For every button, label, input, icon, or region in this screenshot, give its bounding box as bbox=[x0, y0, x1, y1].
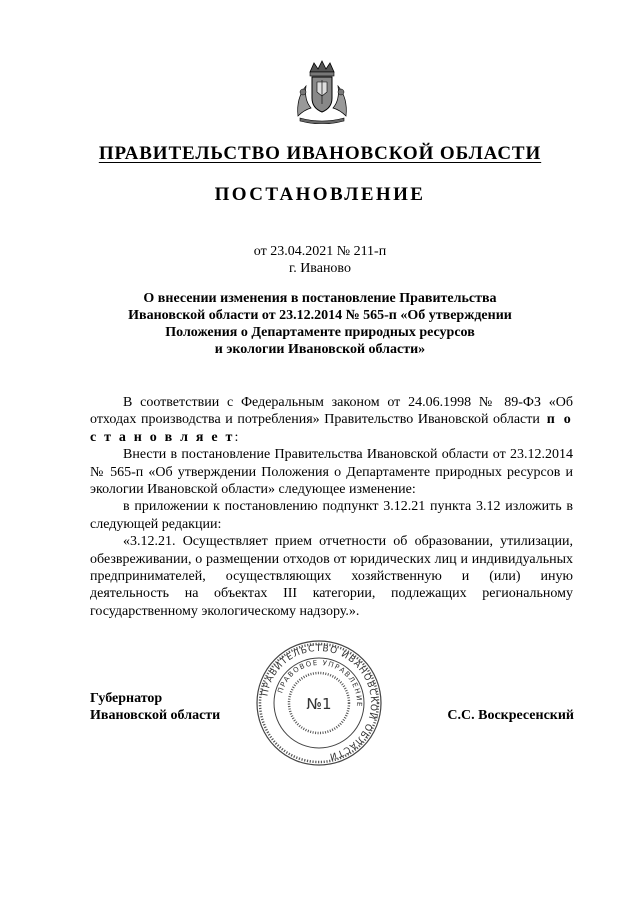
subject-line: Ивановской области от 23.12.2014 № 565-п «Об утверждении bbox=[128, 308, 512, 323]
seal-outer-text: ПРАВИТЕЛЬСТВО ИВАНОВСКОЙ ОБЛАСТИ bbox=[260, 643, 379, 762]
date-number: от 23.04.2021 № 211-п bbox=[253, 244, 387, 259]
document-body bbox=[90, 394, 573, 620]
body-paragraph: в приложении к постановлению подпункт 3.12.21 пункта 3.12 изложить в следующей редакции: bbox=[90, 499, 573, 532]
seal-number: №1 bbox=[306, 695, 332, 713]
body-paragraph: Внести в постановление Правительства Ивановской области от 23.12.2014 № 565-п «Об утверждении Положения о Департаменте природных ресурсов и экологии Ивановской области» следующее изменение: bbox=[90, 447, 573, 498]
seal-inner-text: ПРАВОВОЕ УПРАВЛЕНИЕ bbox=[276, 658, 364, 708]
subject-line: О внесении изменения в постановление Правительства bbox=[143, 291, 497, 306]
signer-name: С.С. Воскресенский bbox=[447, 708, 574, 723]
resolves-word: п о с т а н о в л я е т bbox=[90, 412, 573, 445]
signer-title: Губернатор Ивановской области bbox=[90, 691, 221, 723]
subject-line: Положения о Департаменте природных ресурсов bbox=[165, 325, 475, 340]
coat-of-arms-icon bbox=[290, 58, 354, 124]
document-type-heading: ПОСТАНОВЛЕНИЕ bbox=[214, 184, 426, 205]
body-paragraph: В соответствии с Федеральным законом от 24.06.1998 № 89-ФЗ «Об отходах производства и потребления» Правительство Ивановской области п о с т а н о в л я е т: bbox=[90, 395, 573, 445]
organization-title: ПРАВИТЕЛЬСТВО ИВАНОВСКОЙ ОБЛАСТИ bbox=[98, 143, 542, 164]
round-stamp-icon bbox=[254, 638, 384, 768]
subject-line: и экологии Ивановской области» bbox=[214, 342, 426, 357]
city: г. Иваново bbox=[289, 261, 351, 276]
body-paragraph: «3.12.21. Осуществляет прием отчетности об образовании, утилизации, обезвреживании, о размещении отходов от юридических лиц и индивидуальных предпринимателей, осуществляющих хозяйственную и (или) иную деятельность на объектах III категории, подлежащих региональному государственному экологическому надзору.». bbox=[90, 534, 573, 619]
date-and-place bbox=[0, 243, 640, 277]
document-subject bbox=[110, 290, 530, 358]
